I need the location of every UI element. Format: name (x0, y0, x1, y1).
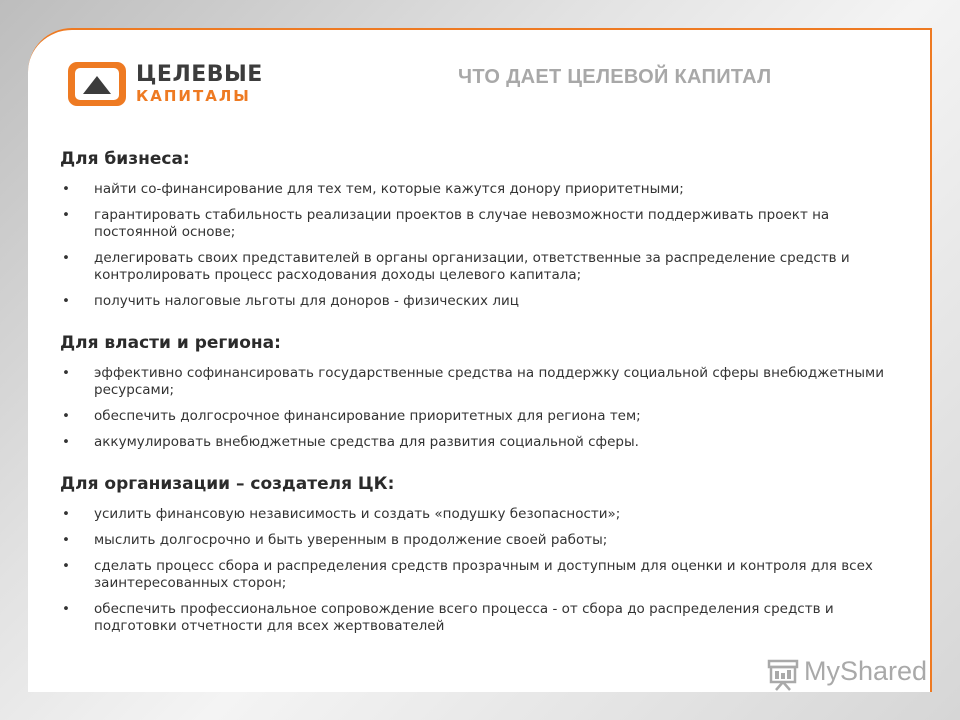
logo (66, 60, 266, 110)
section-organization (60, 473, 910, 635)
bullet-icon: • (62, 293, 70, 309)
logo-mark-icon (66, 60, 128, 108)
list-item-text: эффективно софинансировать государственные средства на поддержку социальной сферы внебюджетными ресурсами; (94, 365, 884, 398)
logo-line1: ЦЕЛЕВЫЕ (136, 62, 263, 87)
list-item (60, 365, 910, 399)
watermark (766, 656, 926, 690)
bullet-list (60, 181, 910, 310)
section-heading: Для организации – создателя ЦК: (60, 474, 395, 494)
bullet-icon: • (62, 365, 70, 381)
list-item-text: гарантировать стабильность реализации проектов в случае невозможности поддерживать проект на постоянной основе; (94, 207, 830, 240)
bullet-icon: • (62, 532, 70, 548)
list-item (60, 207, 910, 241)
section-business (60, 148, 910, 310)
logo-line2: КАПИТАЛЫ (136, 87, 251, 105)
watermark-text: MyShared (804, 656, 928, 686)
bullet-icon: • (62, 601, 70, 617)
list-item-text: найти со-финансирование для тех тем, которые кажутся донору приоритетными; (94, 181, 684, 197)
list-item (60, 601, 910, 635)
section-government (60, 332, 910, 451)
list-item (60, 532, 910, 549)
list-item (60, 250, 910, 284)
list-item-text: получить налоговые льготы для доноров - физических лиц (94, 293, 519, 309)
list-item-text: делегировать своих представителей в органы организации, ответственные за распределение средств и контролировать процесс расходования доходы целевого капитала; (94, 250, 850, 283)
list-item-text: сделать процесс сбора и распределения средств прозрачным и доступным для оценки и контроля для всех заинтересованных сторон; (94, 558, 873, 591)
list-item-text: обеспечить долгосрочное финансирование приоритетных для региона тем; (94, 408, 641, 424)
list-item-text: мыслить долгосрочно и быть уверенным в продолжение своей работы; (94, 532, 608, 548)
bullet-icon: • (62, 506, 70, 522)
list-item-text: обеспечить профессиональное сопровождение всего процесса - от сбора до распределения средств и подготовки отчетности для всех жертвователей (94, 601, 834, 634)
list-item (60, 506, 910, 523)
section-heading: Для власти и региона: (60, 333, 281, 353)
content (60, 148, 910, 644)
bullet-list (60, 506, 910, 635)
list-item (60, 408, 910, 425)
list-item-text: аккумулировать внебюджетные средства для развития социальной сферы. (94, 434, 639, 450)
section-heading: Для бизнеса: (60, 149, 190, 169)
bullet-icon: • (62, 181, 70, 197)
list-item (60, 558, 910, 592)
bullet-icon: • (62, 408, 70, 424)
list-item (60, 181, 910, 198)
bullet-icon: • (62, 558, 70, 574)
list-item-text: усилить финансовую независимость и создать «подушку безопасности»; (94, 506, 621, 522)
bullet-icon: • (62, 207, 70, 223)
bullet-icon: • (62, 250, 70, 266)
page-title: ЧТО ДАЕТ ЦЕЛЕВОЙ КАПИТАЛ (458, 66, 772, 88)
bullet-list (60, 365, 910, 451)
bullet-icon: • (62, 434, 70, 450)
list-item (60, 293, 910, 310)
presentation-icon (766, 658, 800, 692)
list-item (60, 434, 910, 451)
